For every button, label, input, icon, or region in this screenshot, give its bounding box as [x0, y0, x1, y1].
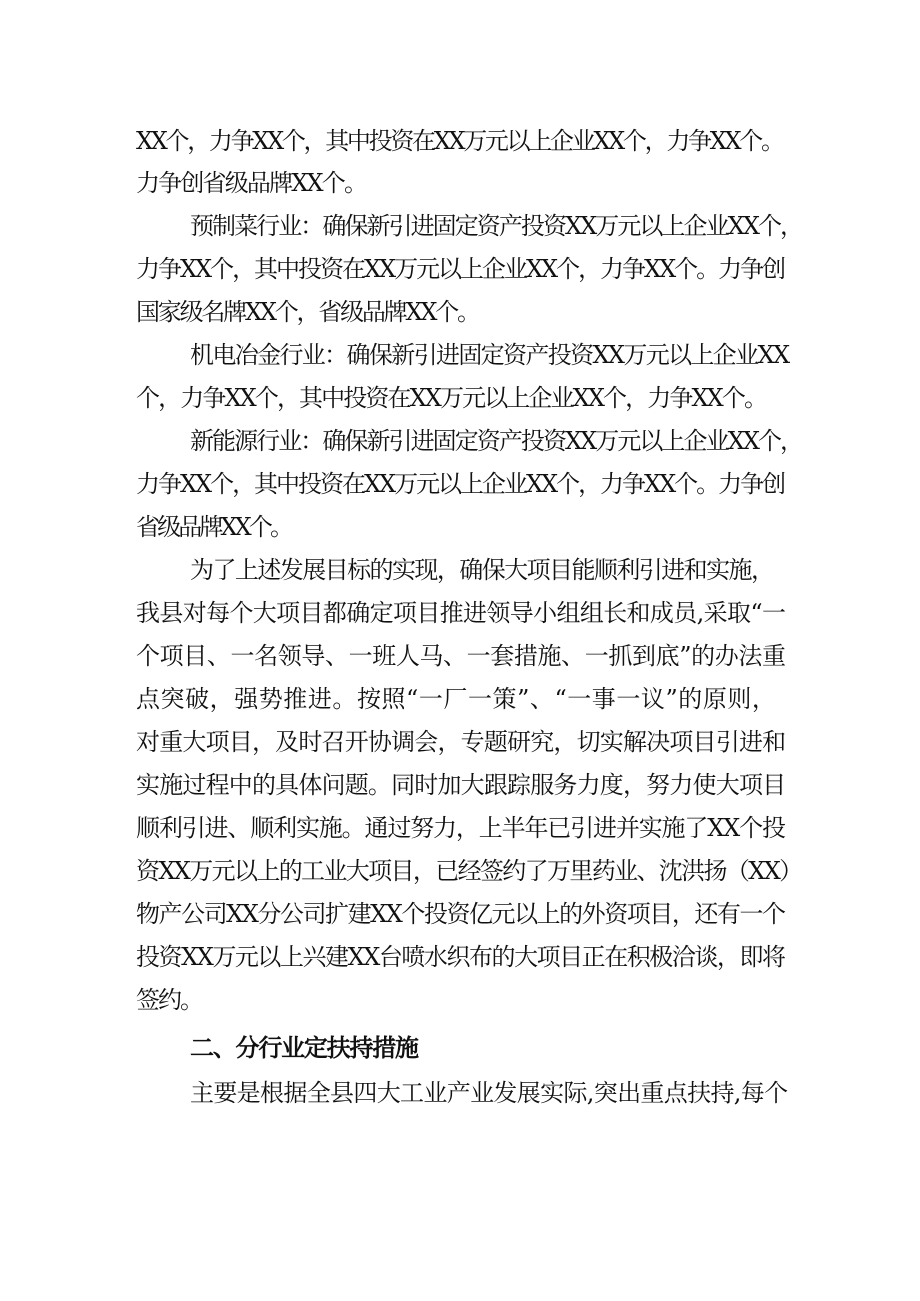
paragraph-line: 力争XX个，其中投资在XX万元以上企业XX个，力争XX个。力争创 — [136, 470, 785, 498]
paragraph-line: 我县对每个大项目都确定项目推进领导小组组长和成员,采取“一 — [136, 599, 786, 627]
paragraph-line: 物产公司XX分公司扩建XX个投资亿元以上的外资项目，还有一个 — [136, 900, 785, 928]
paragraph-line: 机电冶金行业：确保新引进固定资产投资XX万元以上企业XX — [190, 341, 789, 369]
paragraph-line: 力争创省级品牌XX个。 — [136, 169, 367, 197]
paragraph-line: 省级品牌XX个。 — [136, 513, 292, 541]
paragraph-line: XX个，力争XX个，其中投资在XX万元以上企业XX个，力争XX个。 — [136, 127, 783, 155]
paragraph-line: 资XX万元以上的工业大项目，已经签约了万里药业、沈洪扬（XX） — [136, 857, 802, 885]
paragraph-line: 主要是根据全县四大工业产业发展实际,突出重点扶持,每个 — [190, 1079, 788, 1107]
paragraph-line: 预制菜行业：确保新引进固定资产投资XX万元以上企业XX个， — [190, 212, 803, 240]
paragraph-line: 新能源行业：确保新引进固定资产投资XX万元以上企业XX个， — [190, 427, 803, 455]
section-heading: 二、分行业定扶持措施 — [190, 1034, 418, 1062]
paragraph-line: 为了上述发展目标的实现，确保大项目能顺利引进和实施， — [190, 556, 774, 584]
paragraph-line: 实施过程中的具体问题。同时加大跟踪服务力度，努力使大项目 — [136, 771, 786, 799]
paragraph-line: 顺利引进、顺利实施。通过努力，上半年已引进并实施了XX个投 — [136, 814, 785, 842]
paragraph-line: 个，力争XX个，其中投资在XX万元以上企业XX个，力争XX个。 — [136, 384, 767, 412]
paragraph-line: 对重大项目，及时召开协调会，专题研究，切实解决项目引进和 — [136, 728, 786, 756]
paragraph-line: 国家级名牌XX个，省级品牌XX个。 — [136, 298, 479, 326]
paragraph-line: 签约。 — [136, 986, 202, 1014]
paragraph-line: 力争XX个，其中投资在XX万元以上企业XX个，力争XX个。力争创 — [136, 255, 785, 283]
paragraph-line: 点突破，强势推进。按照“一厂一策”、“一事一议”的原则， — [136, 685, 777, 713]
paragraph-line: 个项目、一名领导、一班人马、一套措施、一抓到底”的办法重 — [136, 642, 786, 670]
paragraph-line: 投资XX万元以上兴建XX台喷水织布的大项目正在积极洽谈，即将 — [136, 943, 785, 971]
